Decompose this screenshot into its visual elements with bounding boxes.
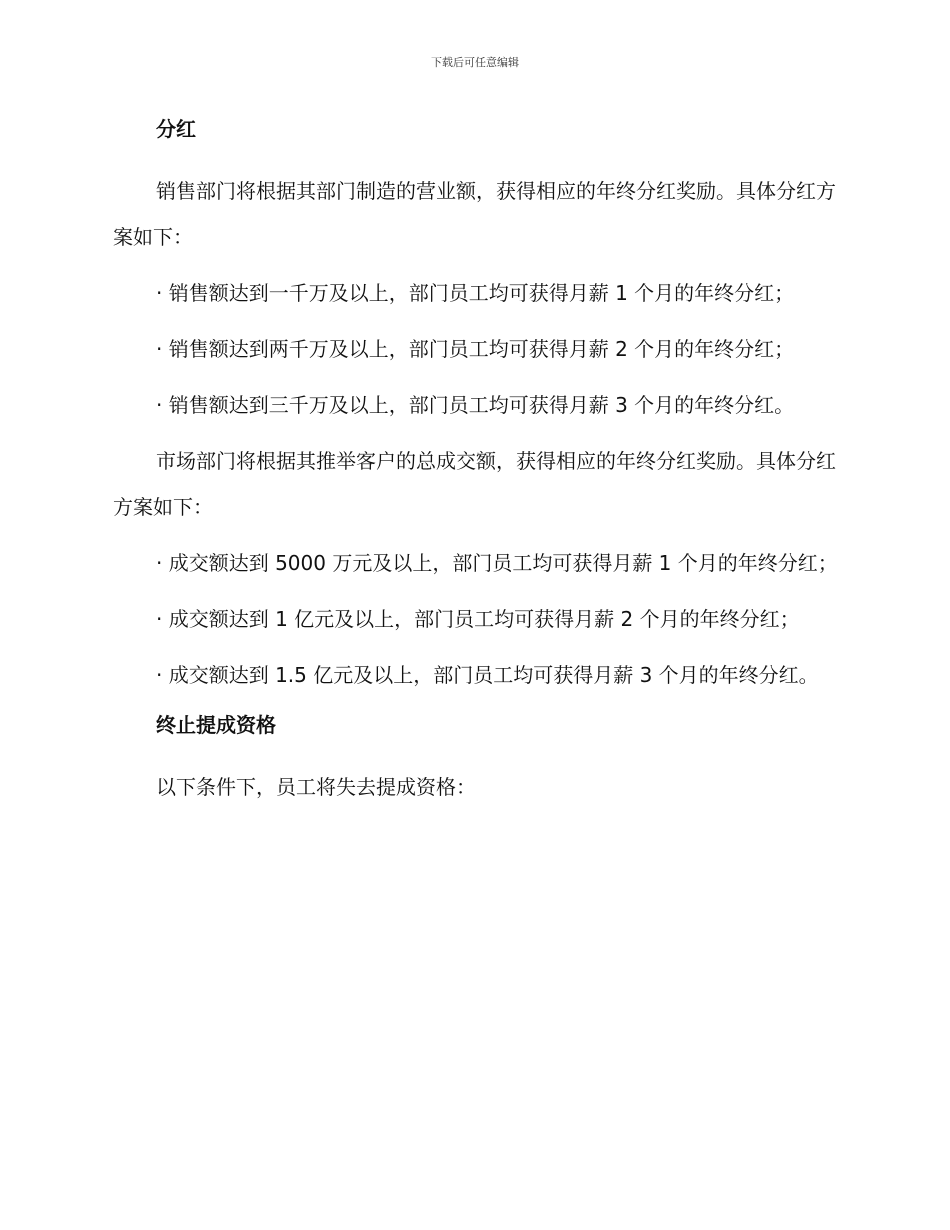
document-body <box>113 112 838 810</box>
market-bonus-item-2: · 成交额达到 1 亿元及以上，部门员工均可获得月薪 2 个月的年终分红； <box>156 607 800 631</box>
section-heading-termination: 终止提成资格 <box>156 713 276 737</box>
sales-intro-paragraph: 销售部门将根据其部门制造的营业额，获得相应的年终分红奖励。具体分红方案如下： <box>113 179 836 249</box>
sales-bonus-item-3: · 销售额达到三千万及以上，部门员工均可获得月薪 3 个月的年终分红。 <box>156 393 795 417</box>
market-bonus-item-1: · 成交额达到 5000 万元及以上，部门员工均可获得月薪 1 个月的年终分红； <box>156 551 838 575</box>
market-intro-paragraph: 市场部门将根据其推举客户的总成交额，获得相应的年终分红奖励。具体分红方案如下： <box>113 449 836 519</box>
header-note: 下载后可任意编辑 <box>431 56 519 69</box>
market-bonus-item-3: · 成交额达到 1.5 亿元及以上，部门员工均可获得月薪 3 个月的年终分红。 <box>156 663 819 687</box>
sales-bonus-item-1: · 销售额达到一千万及以上，部门员工均可获得月薪 1 个月的年终分红； <box>156 281 795 305</box>
sales-bonus-item-2: · 销售额达到两千万及以上，部门员工均可获得月薪 2 个月的年终分红； <box>156 337 795 361</box>
section-heading-dividend: 分红 <box>156 117 196 141</box>
termination-intro-paragraph: 以下条件下，员工将失去提成资格： <box>156 775 476 799</box>
